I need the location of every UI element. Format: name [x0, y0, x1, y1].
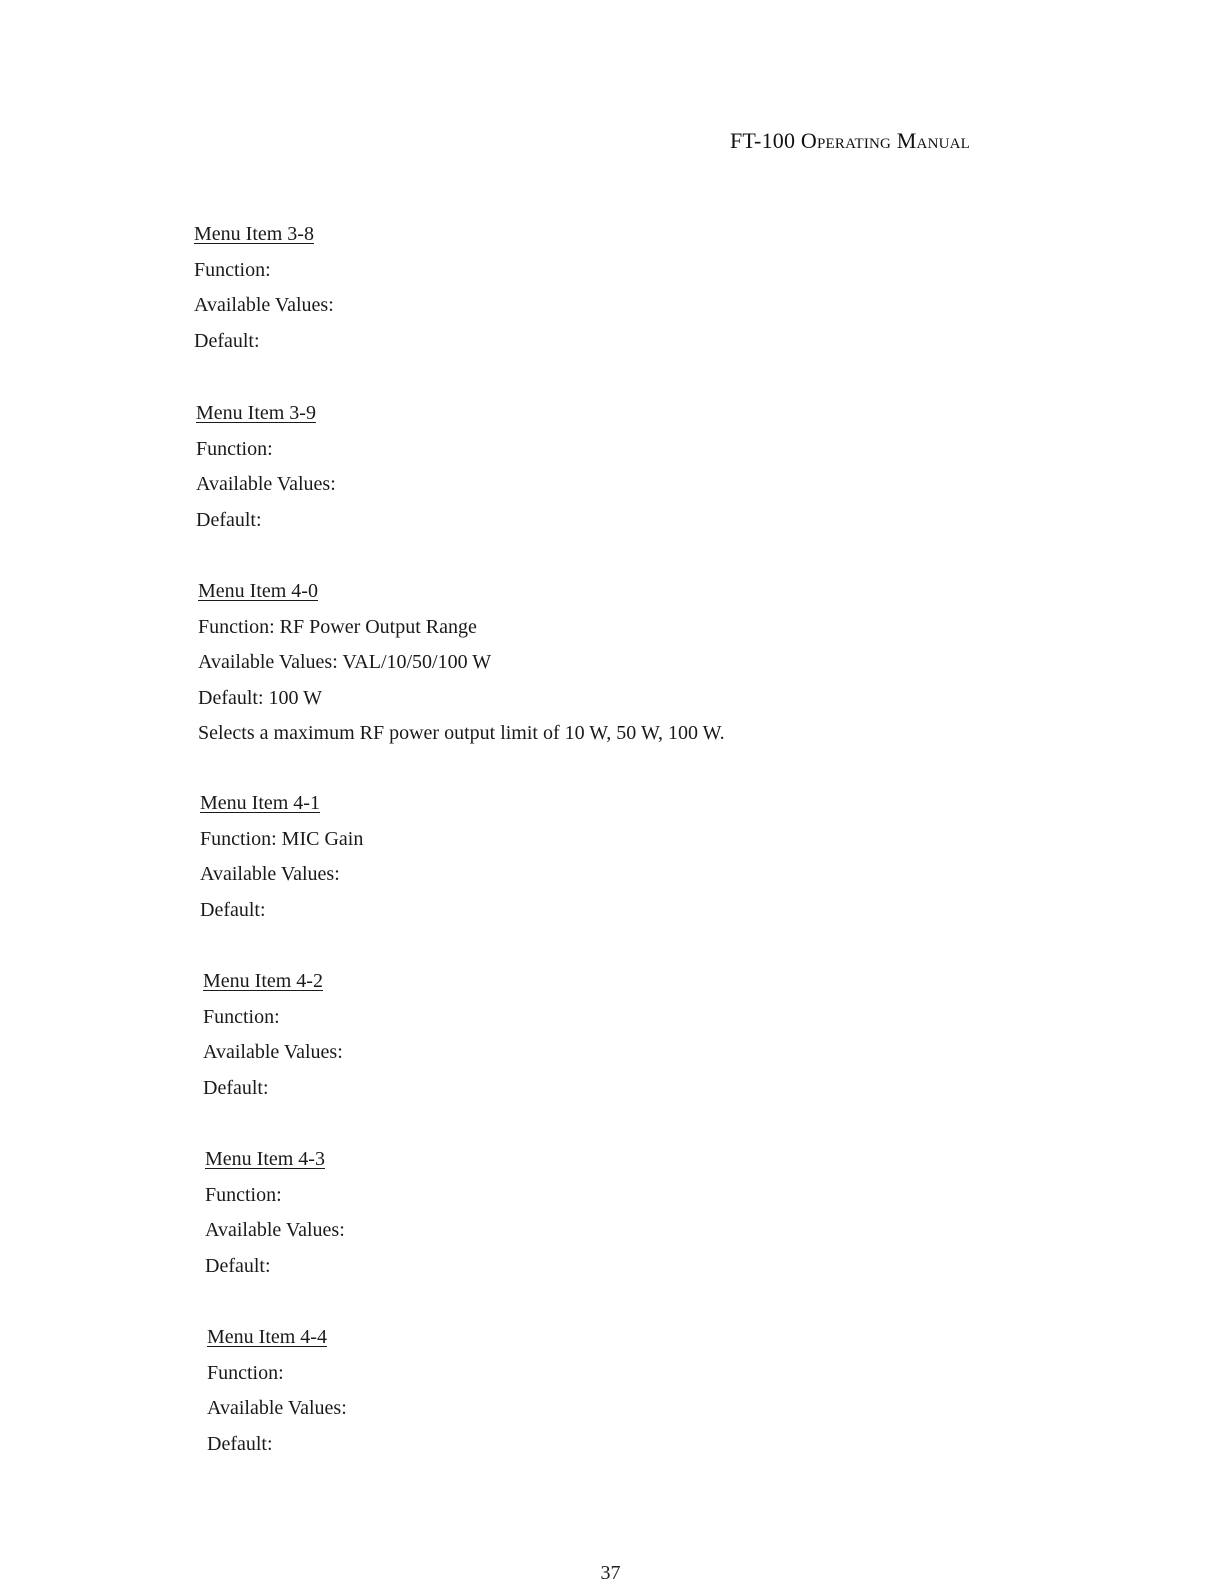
function-label: Function:: [198, 615, 275, 638]
menu-item-description: Selects a maximum RF power output limit of 10 W, 50 W, 100 W.: [198, 722, 725, 744]
menu-item-heading: Menu Item 4-1: [200, 792, 320, 814]
menu-item-4-1: [200, 786, 363, 928]
menu-item-4-3: [205, 1142, 345, 1284]
values-row: [194, 288, 334, 324]
values-label: Available Values:: [196, 473, 336, 495]
values-label: Available Values:: [205, 1219, 345, 1241]
values-row: [200, 857, 363, 893]
default-label: Default:: [203, 1076, 269, 1099]
function-row: [194, 253, 334, 289]
function-label: Function:: [194, 258, 271, 281]
default-row: [207, 1427, 347, 1463]
values-label: Available Values:: [198, 651, 338, 673]
function-label: Function:: [203, 1005, 280, 1028]
default-label: Default:: [194, 329, 260, 352]
default-label: Default:: [200, 898, 266, 921]
values-label: Available Values:: [194, 294, 334, 316]
page-number: 37: [600, 1562, 621, 1584]
function-row: [205, 1178, 345, 1214]
function-row: [203, 1000, 343, 1036]
menu-item-3-9: [196, 396, 336, 538]
default-row: [205, 1249, 345, 1285]
menu-item-heading: Menu Item 4-0: [198, 580, 318, 602]
header-title: Operating Manual: [800, 128, 971, 153]
header-model: FT-100: [730, 128, 796, 153]
values-row: [205, 1213, 345, 1249]
values-row: [198, 645, 725, 681]
menu-item-3-8: [194, 217, 334, 359]
function-row: [207, 1356, 347, 1392]
values-label: Available Values:: [203, 1041, 343, 1063]
default-label: Default:: [196, 508, 262, 531]
default-value: 100 W: [268, 686, 323, 709]
values-row: [207, 1391, 347, 1427]
function-label: Function:: [196, 437, 273, 460]
default-row: [200, 893, 363, 929]
default-row: [194, 324, 334, 360]
default-label: Default:: [207, 1432, 273, 1455]
default-row: [198, 681, 725, 717]
values-label: Available Values:: [207, 1397, 347, 1419]
default-row: [196, 503, 336, 539]
values-row: [203, 1035, 343, 1071]
function-row: [200, 822, 363, 858]
menu-item-4-2: [203, 964, 343, 1106]
menu-item-4-0: [198, 574, 725, 752]
values-label: Available Values:: [200, 863, 340, 885]
function-value: MIC Gain: [281, 827, 364, 850]
function-label: Function:: [207, 1361, 284, 1384]
function-label: Function:: [205, 1183, 282, 1206]
menu-item-heading: Menu Item 4-4: [207, 1326, 327, 1348]
function-label: Function:: [200, 827, 277, 850]
default-row: [203, 1071, 343, 1107]
function-value: RF Power Output Range: [279, 615, 477, 638]
values-value: VAL/10/50/100 W: [342, 651, 492, 673]
menu-item-heading: Menu Item 3-9: [196, 402, 316, 424]
function-row: [198, 610, 725, 646]
menu-item-4-4: [207, 1320, 347, 1462]
default-label: Default:: [198, 686, 264, 709]
menu-item-heading: Menu Item 4-2: [203, 970, 323, 992]
default-label: Default:: [205, 1254, 271, 1277]
function-row: [196, 432, 336, 468]
menu-item-heading: Menu Item 4-3: [205, 1148, 325, 1170]
menu-item-heading: Menu Item 3-8: [194, 223, 314, 245]
values-row: [196, 467, 336, 503]
page-header: [730, 128, 970, 154]
